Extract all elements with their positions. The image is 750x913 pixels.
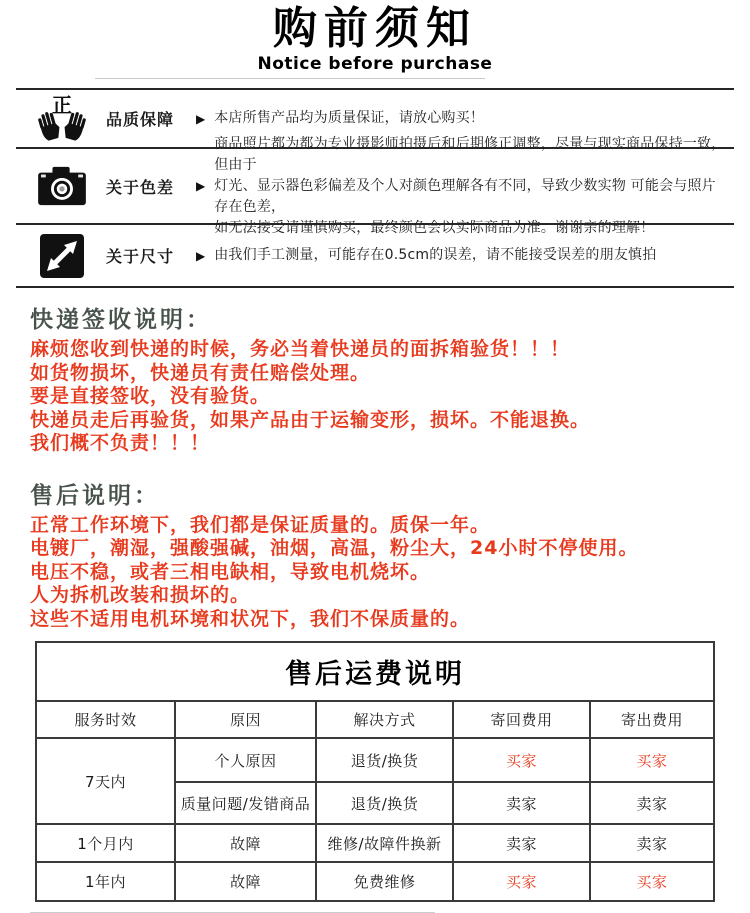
cell-period: 7天内 [36,738,175,824]
col-header-send-fee: 寄出费用 [590,701,714,738]
notice-rows [16,88,734,288]
diagonal-arrows-icon [33,233,91,279]
red-notice-line: 人为拆机改装和损坏的。 [30,584,251,607]
notice-row-label: 关于尺寸 [106,247,175,267]
red-notice-line: 电压不稳，或者三相电缺相，导致电机烧坏。 [30,560,431,583]
delivery-sign-section [30,301,750,456]
col-header-reason: 原因 [175,701,316,738]
notice-line: 如无法接受请谨慎购买，最终颜色会以实际商品为准。谢谢亲的理解！ [214,219,655,236]
table-row [36,738,714,782]
notice-line: 灯光、显示器色彩偏差及个人对颜色理解各有不同，导致少数实物 可能会与照片存在色差， [214,177,716,215]
cell-return-fee: 卖家 [453,782,590,824]
after-sale-section [30,477,750,632]
notice-row-label: 品质保障 [106,110,175,130]
cell-solution: 退货/换货 [316,782,453,824]
subtitle-divider [95,78,485,79]
notice-row-color-difference [16,135,734,236]
cell-send-fee: 买家 [590,738,714,782]
page-header [0,0,750,79]
triangle-bullet-icon: ▶ [196,111,206,126]
cell-solution: 免费维修 [316,862,453,901]
notice-line: 商品照片都为都为专业摄影师拍摄后和后期修正调整，尽量与现实商品保持一致，但由于 [214,135,726,173]
red-notice-line: 要是直接签收，没有验货。 [30,385,271,408]
red-notice-line: 如货物损坏，快递员有责任赔偿处理。 [30,361,371,384]
table-title: 售后运费说明 [36,642,714,701]
shipping-fee-table [35,641,715,902]
col-header-return-fee: 寄回费用 [453,701,590,738]
section-heading: 售后说明： [30,482,160,509]
table-title-row [36,642,714,701]
cell-send-fee: 卖家 [590,824,714,862]
svg-text:正: 正 [52,92,72,117]
cell-return-fee: 卖家 [453,824,590,862]
notice-row-text [214,245,734,266]
table-row [36,862,714,901]
cell-reason: 个人原因 [175,738,316,782]
notice-line: 由我们手工测量，可能存在0.5cm的误差，请不能接受误差的朋友慎拍 [214,247,657,264]
notice-row-label: 关于色差 [106,177,175,197]
cell-send-fee: 卖家 [590,782,714,824]
page-title: 购前须知 [273,3,477,54]
cell-solution: 退货/换货 [316,738,453,782]
notice-row-text [214,108,734,129]
cell-period: 1个月内 [36,824,175,862]
red-notice-line: 电镀厂，潮湿，强酸强碱，油烟，高温，粉尘大，24小时不停使用。 [30,537,639,560]
cell-reason: 质量问题/发错商品 [175,782,316,824]
red-notice-line: 快递员走后再验货，如果产品由于运输变形，损坏。不能退换。 [30,408,591,431]
red-notice-line: 正常工作环境下，我们都是保证质量的。质保一年。 [30,513,491,536]
cell-return-fee: 买家 [453,862,590,901]
cell-reason: 故障 [175,824,316,862]
red-notice-line: 麻烦您收到快递的时候，务必当着快递员的面拆箱验货！！！ [30,338,571,361]
col-header-solution: 解决方式 [316,701,453,738]
cell-solution: 维修/故障件换新 [316,824,453,862]
red-notice-line: 这些不适用电机环境和状况下，我们不保质量的。 [30,607,471,630]
camera-icon [33,165,91,207]
cell-reason: 故障 [175,862,316,901]
page-subtitle: Notice before purchase [257,54,493,75]
table-row [36,824,714,862]
cell-period: 1年内 [36,862,175,901]
triangle-bullet-icon: ▶ [196,248,206,263]
table-header-row [36,701,714,738]
cell-return-fee: 买家 [453,738,590,782]
red-notice-line: 我们概不负责！！！ [30,432,211,455]
section-heading: 快递签收说明： [30,307,212,334]
col-header-service-period: 服务时效 [36,701,175,738]
triangle-bullet-icon: ▶ [196,179,206,194]
notice-line: 本店所售产品均为质量保证，请放心购买！ [214,110,485,127]
notice-row-text [214,134,734,239]
hands-holding-zheng-icon [33,93,91,145]
cell-send-fee: 买家 [590,862,714,901]
